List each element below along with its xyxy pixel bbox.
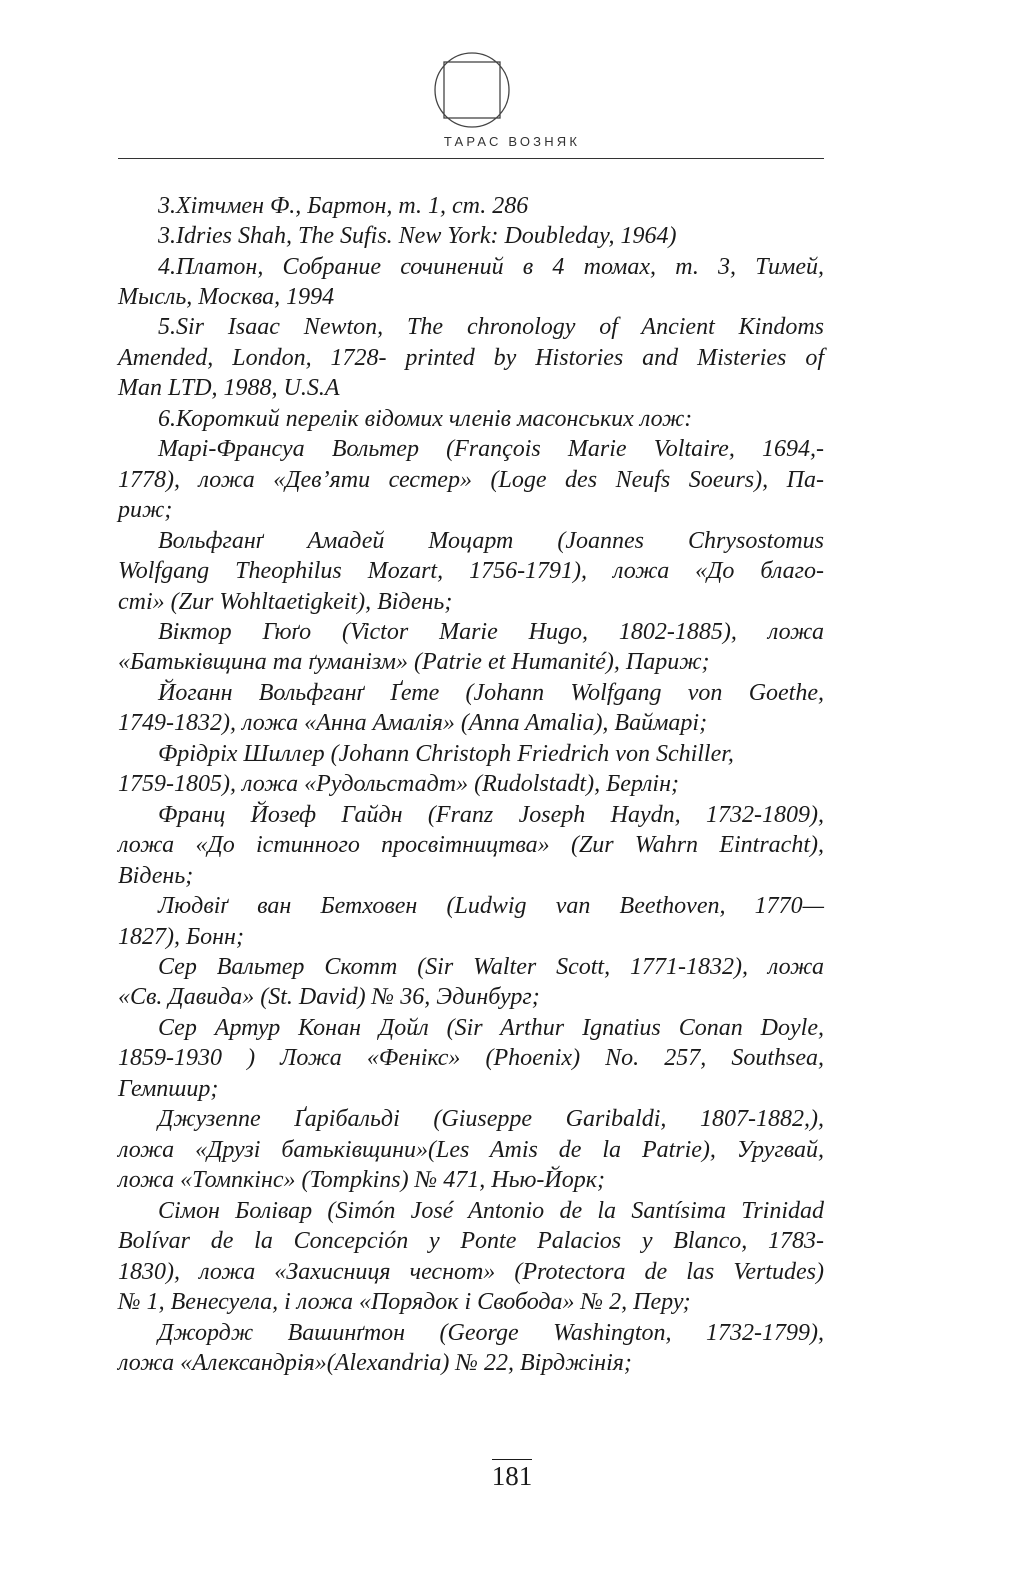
text-line: 1749-1832), ложа «Анна Амалія» (Anna Amalia), Ваймарі; <box>118 710 708 736</box>
text-line: Джордж Вашинґтон (George Washington, 1732-1799), <box>158 1320 824 1346</box>
text-line: Йоганн Вольфганґ Ґете (Johann Wolfgang von Goethe, <box>158 680 824 706</box>
text-line: 1759-1805), ложа «Рудольстадт» (Rudolstadt), Берлін; <box>118 771 679 797</box>
text-line: Марі-Франсуа Вольтер (François Marie Voltaire, 1694,- <box>158 436 824 462</box>
text-line: риж; <box>118 497 173 523</box>
text-line: Сімон Болівар (Simón José Antonio de la Santísima Trinidad <box>158 1198 824 1224</box>
text-line: Сер Артур Конан Дойл (Sir Arthur Ignatius Conan Doyle, <box>158 1015 824 1041</box>
text-line: ложа «Друзі батьківщини»(Les Amis de la Patrie), Уругвай, <box>118 1137 824 1163</box>
text-line: сті» (Zur Wohltaetigkeit), Відень; <box>118 589 453 615</box>
text-line: 1830), ложа «Захисниця чеснот» (Protectora de las Vertudes) <box>118 1259 824 1285</box>
text-line: № 1, Венесуела, і ложа «Порядок і Свобода» № 2, Перу; <box>118 1289 691 1315</box>
text-line: Man LTD, 1988, U.S.A <box>118 375 340 401</box>
text-line: 4.Платон, Собрание сочинений в 4 томах, т. 3, Тимей, <box>158 254 824 280</box>
header-emblem-icon <box>432 50 512 130</box>
text-line: Вольфганґ Амадей Моцарт (Joannes Chrysostomus <box>158 528 824 554</box>
text-line: ложа «Томпкінс» (Tompkins) № 471, Нью-Йорк; <box>118 1167 605 1193</box>
text-line: ложа «До істинного просвітництва» (Zur Wahrn Eintracht), <box>118 832 824 858</box>
text-line: Джузеппе Ґарібальді (Giuseppe Garibaldi, 1807-1882,), <box>158 1106 824 1132</box>
text-line: Віктор Гюґо (Victor Marie Hugo, 1802-1885), ложа <box>158 619 824 645</box>
text-line: 1859-1930 ) Ложа «Фенікс» (Phoenix) No. 257, Southsea, <box>118 1045 824 1071</box>
text-line: 3.Idries Shah, The Sufis. New York: Doubleday, 1964) <box>158 223 677 249</box>
text-line: Фрідріх Шиллер (Johann Christoph Friedrich von Schiller, <box>158 741 734 767</box>
text-line: Людвіґ ван Бетховен (Ludwig van Beethoven, 1770— <box>158 893 824 919</box>
text-line: Bolívar de la Concepción y Ponte Palacios y Blanco, 1783- <box>118 1228 824 1254</box>
text-line: «Батьківщина та ґуманізм» (Patrie et Humanité), Париж; <box>118 649 710 675</box>
page-number-container <box>0 1460 1024 1492</box>
text-line: Сер Вальтер Скотт (Sir Walter Scott, 1771-1832), ложа <box>158 954 824 980</box>
text-line: Wolfgang Theophilus Mozart, 1756-1791), ложа «До благо- <box>118 558 824 584</box>
header-divider <box>118 158 824 159</box>
text-line: 3.Хітчмен Ф., Бартон, т. 1, ст. 286 <box>158 193 529 219</box>
text-line: Мысль, Москва, 1994 <box>118 284 335 310</box>
text-line: «Св. Давида» (St. David) № 36, Эдинбург; <box>118 984 540 1010</box>
text-line: Гемпшир; <box>118 1076 219 1102</box>
text-line: Відень; <box>118 863 194 889</box>
text-line: 6.Короткий перелік відомих членів масонських лож: <box>158 406 693 432</box>
page-number: 181 <box>491 1461 533 1491</box>
text-line: 1778), ложа «Дев’яти сестер» (Loge des Neufs Soeurs), Па- <box>118 467 824 493</box>
text-line: Amended, London, 1728- printed by Histories and Misteries of <box>118 345 824 371</box>
running-header-author: ТАРАС ВОЗНЯК <box>443 134 581 149</box>
text-line: 5.Sir Isaac Newton, The chronology of Ancient Kindoms <box>158 314 824 340</box>
text-line: ложа «Александрія»(Alexandria) № 22, Вірджінія; <box>118 1350 632 1376</box>
text-line: 1827), Бонн; <box>118 924 244 950</box>
text-line: Франц Йозеф Гайдн (Franz Joseph Haydn, 1732-1809), <box>158 802 824 828</box>
